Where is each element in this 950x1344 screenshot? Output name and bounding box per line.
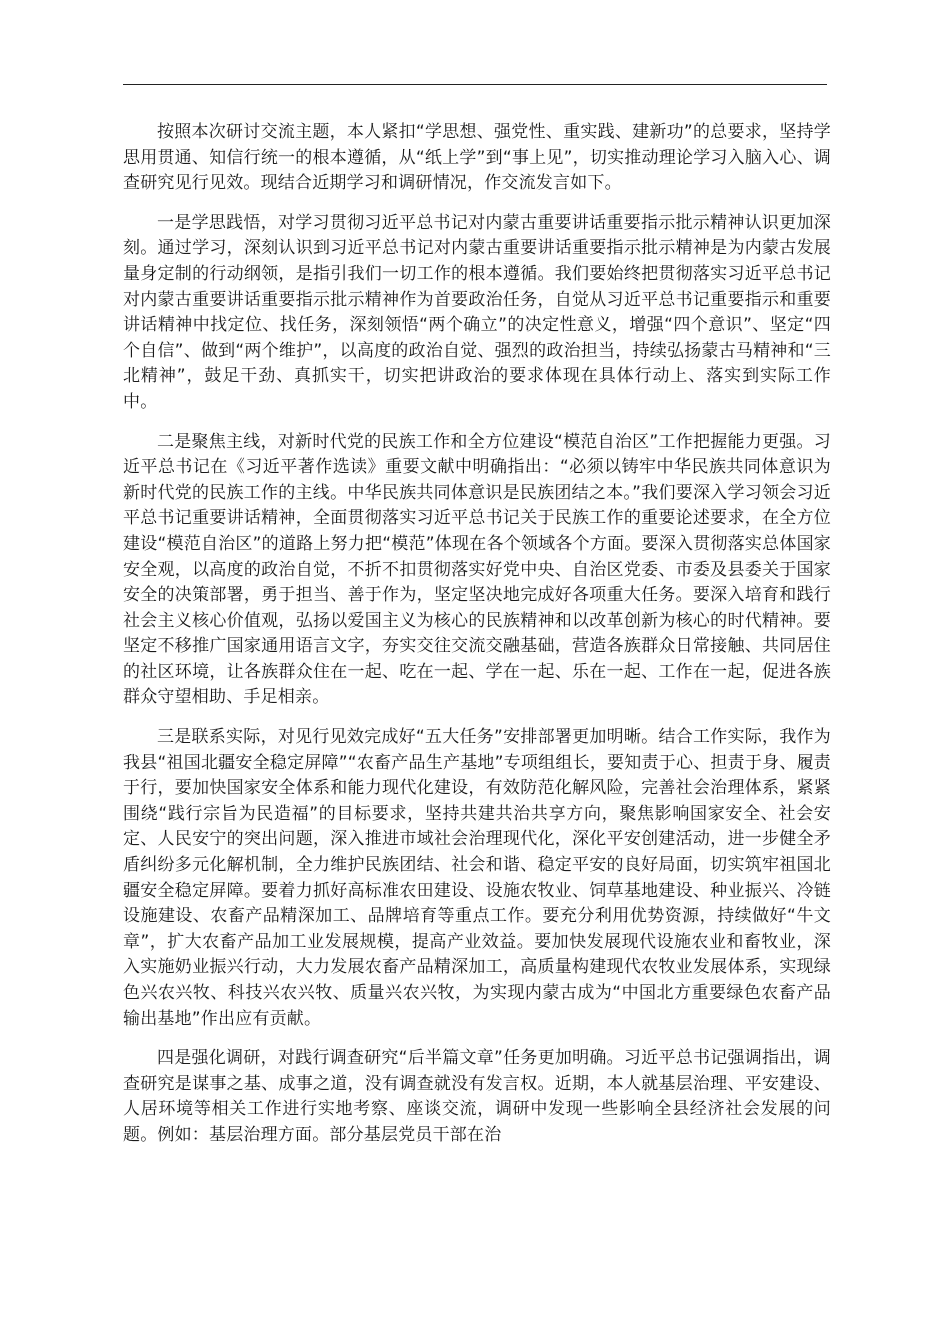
header-rule xyxy=(123,84,827,85)
paragraph-two: 二是聚焦主线，对新时代党的民族工作和全方位建设“模范自治区”工作把握能力更强。习近平总书记在《习近平著作选读》重要文献中明确指出：“必须以铸牢中华民族共同体意识为新时代党的民族工作的主线。中华民族共同体意识是民族团结之本。”我们要深入学习领会习近平总书记重要讲话精神，全面贯彻落实习近平总书记关于民族工作的重要论述要求，在全方位建设“模范自治区”的道路上努力把“模范”体现在各个领域各个方面。要深入贯彻落实总体国家安全观，以高度的政治自觉，不折不扣贯彻落实好党中央、自治区党委、市委及县委关于国家安全的决策部署，勇于担当、善于作为，坚定坚决地完成好各项重大任务。要深入培育和践行社会主义核心价值观，弘扬以爱国主义为核心的民族精神和以改革创新为核心的时代精神。要坚定不移推广国家通用语言文字，夯实交往交流交融基础，营造各族群众日常接触、共同居住的社区环境，让各族群众住在一起、吃在一起、学在一起、乐在一起、工作在一起，促进各族群众守望相助、手足相亲。 xyxy=(123,431,831,708)
paragraph-four: 四是强化调研，对践行调查研究“后半篇文章”任务更加明确。习近平总书记强调指出，调查研究是谋事之基、成事之道，没有调查就没有发言权。近期，本人就基层治理、平安建设、人居环境等相关工作进行实地考察、座谈交流，调研中发现一些影响全县经济社会发展的问题。例如：基层治理方面。部分基层党员干部在治 xyxy=(123,1048,831,1145)
intro-paragraph: 按照本次研讨交流主题，本人紧扣“学思想、强党性、重实践、建新功”的总要求，坚持学思用贯通、知信行统一的根本遵循，从“纸上学”到“事上见”，切实推动理论学习入脑入心、调查研究见行见效。现结合近期学习和调研情况，作交流发言如下。 xyxy=(123,122,831,194)
paragraph-three: 三是联系实际，对见行见效完成好“五大任务”安排部署更加明晰。结合工作实际，我作为我县“祖国北疆安全稳定屏障”“农畜产品生产基地”专项组组长，要知责于心、担责于身、履责于行，要加快国家安全体系和能力现代化建设，有效防范化解风险，完善社会治理体系，紧紧围绕“践行宗旨为民造福”的目标要求，坚持共建共治共享方向，聚焦影响国家安全、社会安定、人民安宁的突出问题，深入推进市域社会治理现代化，深化平安创建活动，进一步健全矛盾纠纷多元化解机制，全力维护民族团结、社会和谐、稳定平安的良好局面，切实筑牢祖国北疆安全稳定屏障。要着力抓好高标准农田建设、设施农牧业、饲草基地建设、种业振兴、冷链设施建设、农畜产品精深加工、品牌培育等重点工作。要充分利用优势资源，持续做好“牛文章”，扩大农畜产品加工业发展规模，提高产业效益。要加快发展现代设施农业和畜牧业，深入实施奶业振兴行动，大力发展农畜产品精深加工，高质量构建现代农牧业发展体系，实现绿色兴农兴牧、科技兴农兴牧、质量兴农兴牧，为实现内蒙古成为“中国北方重要绿色农畜产品输出基地”作出应有贡献。 xyxy=(123,727,831,1029)
document-body xyxy=(123,120,831,1163)
paragraph-one: 一是学思践悟，对学习贯彻习近平总书记对内蒙古重要讲话重要指示批示精神认识更加深刻。通过学习，深刻认识到习近平总书记对内蒙古重要讲话重要指示批示精神是为内蒙古发展量身定制的行动纲领，是指引我们一切工作的根本遵循。我们要始终把贯彻落实习近平总书记对内蒙古重要讲话重要指示批示精神作为首要政治任务，自觉从习近平总书记重要指示和重要讲话精神中找定位、找任务，深刻领悟“两个确立”的决定性意义，增强“四个意识”、坚定“四个自信”、做到“两个维护”，以高度的政治自觉、强烈的政治担当，持续弘扬蒙古马精神和“三北精神”，鼓足干劲、真抓实干，切实把讲政治的要求体现在具体行动上、落实到实际工作中。 xyxy=(123,212,831,412)
